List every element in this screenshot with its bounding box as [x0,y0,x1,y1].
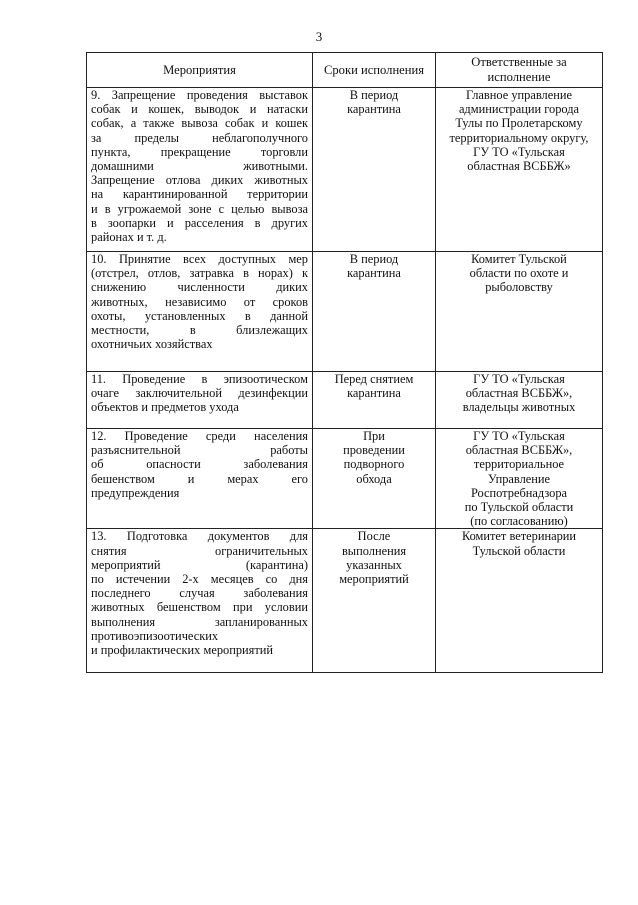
responsible-text-line: областная ВСББЖ», [465,443,573,458]
measure-text-line: животных бешенством при условии [91,600,308,615]
measure-text-line: снятия ограничительных [91,543,308,558]
measure-text-line: домашними животными. [91,159,308,174]
measure-text-line: предупреждения [91,485,180,500]
measure-text-line: районах и т. д. [91,230,167,245]
column-header-measures: Мероприятия [87,53,313,88]
table-row [87,88,603,252]
measure-text-line: об опасности заболевания [91,457,308,472]
measure-text-line: Запрещение отлова диких животных [91,173,308,188]
responsible-cell [436,88,603,252]
measure-cell [87,429,313,529]
measure-text-line: и в угрожаемой зоне с целью вывоза [91,201,308,216]
responsible-text-line: (по согласованию) [470,514,568,529]
measure-text-line: разъяснительной работы [91,443,308,458]
deadline-text-line: мероприятий [339,572,409,587]
responsible-text-line: областная ВСББЖ» [467,159,571,174]
deadline-text-line: В период [349,88,399,102]
measure-text-line: по истечении 2-х месяцев со дня [91,572,308,587]
deadline-cell [313,88,436,252]
responsible-text-line: территориальному округу, [449,130,589,145]
table-row [87,372,603,429]
responsible-text-line: ГУ ТО «Тульская [473,429,565,443]
table-body [87,88,603,673]
table-row [87,529,603,673]
measure-text-line: 10. Принятие всех доступных мер [91,252,308,266]
measure-text-line: собак, а также вывоза собак и кошек [91,116,308,131]
responsible-text-line: ГУ ТО «Тульская [473,372,565,386]
deadline-cell [313,372,436,429]
responsible-text-line: Комитет ветеринарии [461,529,577,544]
responsible-cell [436,429,603,529]
measure-text-line: (отстрел, отлов, затравка в норах) к [91,266,308,281]
column-header-responsible: Ответственные за исполнение [436,53,603,88]
measure-cell [87,529,313,673]
deadline-text-line: карантина [347,266,401,281]
deadline-cell [313,252,436,372]
measure-cell [87,88,313,252]
measure-text-line: объектов и предметов ухода [91,400,239,415]
measure-text-line: последнего случая заболевания [91,586,308,601]
measure-text-line: собак и кошек, выводок и натаски [91,102,308,117]
deadline-cell [313,529,436,673]
table-row [87,429,603,529]
responsible-text-line: по Тульской области [464,500,574,515]
measure-text-line: бешенством и мерах его [91,471,308,486]
deadline-text-line: подворного [343,457,405,472]
deadline-text-line: В период [349,252,399,266]
measure-text-line: на карантинированной территории [91,187,308,202]
measure-text-line: снижению численности диких [91,280,308,295]
responsible-text-line: Тулы по Пролетарскому [455,116,583,131]
deadline-text-line: Перед снятием [334,372,414,386]
measure-text-line: 9. Запрещение проведения выставок [91,88,308,102]
measure-text-line: 13. Подготовка документов для [91,529,308,544]
measure-text-line: и профилактических мероприятий [91,643,274,658]
measure-text-line: 11. Проведение в эпизоотическом [91,372,308,386]
measure-text-line: пункта, прекращение торговли [91,144,308,159]
deadline-text-line: После [357,529,391,544]
deadline-text-line: При [363,429,385,443]
deadline-text-line: карантина [347,386,401,401]
responsible-text-line: областная ВСББЖ», [465,386,573,401]
measure-text-line: животных, независимо от сроков [91,294,308,309]
measure-text-line: мероприятий (карантина) [91,557,308,572]
measure-cell [87,372,313,429]
responsible-text-line: территориальное [473,457,565,472]
table-header-row [87,53,603,88]
responsible-text-line: Роспотребнадзора [470,485,568,500]
responsible-text-line: Управление [487,471,551,486]
measure-text-line: 12. Проведение среди населения [91,429,308,443]
table-row [87,252,603,372]
responsible-text-line: области по охоте и [469,266,569,281]
measure-text-line: выполнения запланированных [91,614,308,629]
responsible-text-line: Главное управление [466,88,572,102]
measure-cell [87,252,313,372]
column-header-deadlines: Сроки исполнения [313,53,436,88]
responsible-text-line: Тульской области [472,543,566,558]
measure-text-line: охотничьих хозяйствах [91,337,213,352]
measure-text-line: местности, в близлежащих [91,323,308,338]
deadline-text-line: выполнения [341,543,407,558]
deadline-text-line: указанных [346,557,402,572]
measure-text-line: за пределы неблагополучного [91,130,308,145]
deadline-text-line: проведении [343,443,405,458]
deadline-text-line: обхода [356,471,392,486]
responsible-cell [436,372,603,429]
responsible-text-line: рыболовству [485,280,553,295]
measure-text-line: противоэпизоотических [91,628,219,643]
measure-text-line: очаге заключительной дезинфекции [91,386,308,401]
measures-table [86,52,603,673]
responsible-text-line: владельцы животных [462,400,576,415]
responsible-cell [436,529,603,673]
responsible-text-line: администрации города [458,102,580,117]
page-number: 3 [315,29,323,44]
measure-text-line: охоты, установленных в данной [91,308,308,323]
responsible-cell [436,252,603,372]
responsible-text-line: ГУ ТО «Тульская [473,144,565,159]
responsible-text-line: Комитет Тульской [471,252,567,266]
measure-text-line: в зоопарки и расселения в других [91,215,308,230]
deadline-cell [313,429,436,529]
deadline-text-line: карантина [347,102,401,117]
